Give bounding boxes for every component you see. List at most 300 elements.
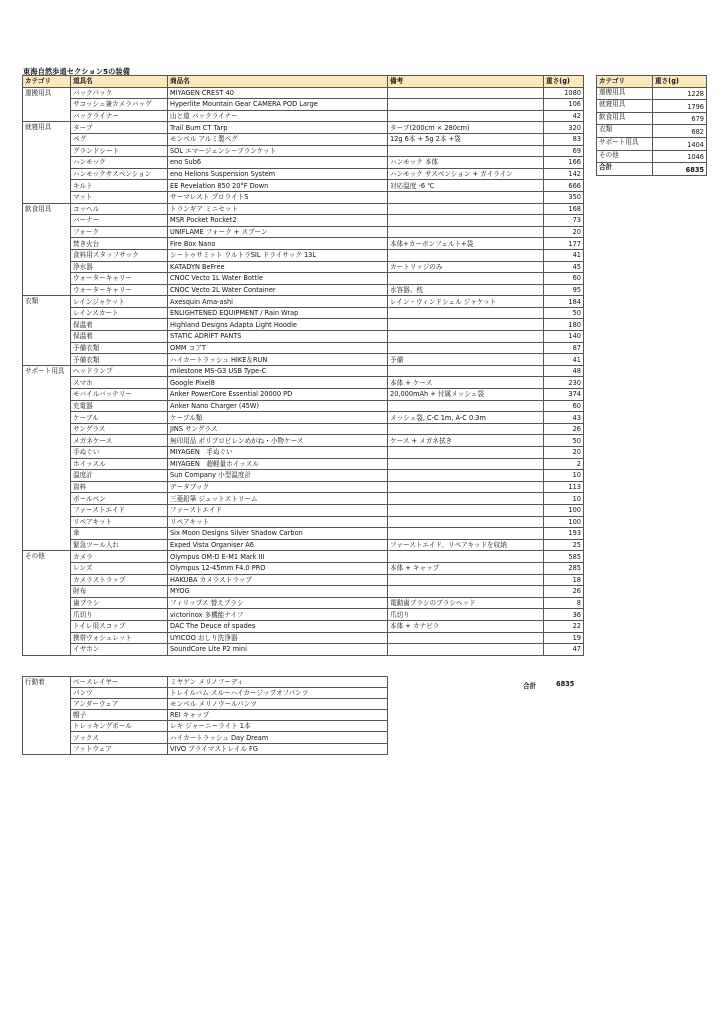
product-cell: サーマレスト プロライトS [168, 191, 388, 203]
weight-cell: 87 [544, 342, 584, 354]
product-cell: Olympus 12-45mm F4.0 PRO [168, 562, 388, 574]
gear-row [23, 389, 584, 401]
product-cell: STATIC ADRIFT PANTS [168, 331, 388, 343]
tool-cell: ペグ [71, 133, 168, 145]
tool-cell: フォーク [71, 226, 168, 238]
note-cell [388, 493, 544, 505]
weight-cell: 1080 [544, 87, 584, 99]
summary-category: 飲食用具 [597, 112, 653, 125]
note-cell: ハンモック サスペンション + ガイライン [388, 168, 544, 180]
note-cell: ファーストエイド、リペアキッドを収納 [388, 539, 544, 551]
note-cell [388, 574, 544, 586]
product-cell: CNOC Vecto 2L Water Container [168, 284, 388, 296]
gear-row [23, 133, 584, 145]
tool-cell: カメラストラップ [71, 574, 168, 586]
tool-cell: 緊急ツール入れ [71, 539, 168, 551]
weight-cell: 48 [544, 365, 584, 377]
product-cell: Sun Company 小型温度計 [168, 470, 388, 482]
product-cell: SoundCore Lite P2 mini [168, 644, 388, 656]
weight-cell: 374 [544, 389, 584, 401]
gear-row [23, 481, 584, 493]
weight-cell: 184 [544, 296, 584, 308]
gear-row [23, 319, 584, 331]
tool-cell: 財布 [71, 586, 168, 598]
gear-table-header [23, 76, 584, 88]
tool-cell: バーナー [71, 215, 168, 227]
note-cell [388, 203, 544, 215]
product-cell: REI キャップ [168, 710, 388, 721]
header-weight: 重さ(g) [544, 76, 584, 88]
tool-cell: トイレ用スコップ [71, 620, 168, 632]
summary-weight: 1404 [653, 137, 707, 150]
gear-row [23, 284, 584, 296]
tool-cell: サングラス [71, 423, 168, 435]
summary-total-row [597, 163, 707, 176]
note-cell: ハンモック 本体 [388, 157, 544, 169]
gear-row [23, 180, 584, 192]
tool-cell: モバイルバッテリー [71, 389, 168, 401]
weight-cell: 60 [544, 400, 584, 412]
gear-row [23, 307, 584, 319]
tool-cell: イヤホン [71, 644, 168, 656]
note-cell: 12g 6本 + 5g 2本 +袋 [388, 133, 544, 145]
tool-cell: 予備衣類 [71, 354, 168, 366]
wear-row [23, 743, 388, 754]
summary-table [596, 75, 707, 176]
gear-row [23, 365, 584, 377]
weight-cell: 25 [544, 539, 584, 551]
weight-cell: 41 [544, 354, 584, 366]
tool-cell: 浄水器 [71, 261, 168, 273]
tool-cell: ウォーターキャリー [71, 284, 168, 296]
tool-cell: カメラ [71, 551, 168, 563]
gear-row [23, 551, 584, 563]
summary-weight: 1796 [653, 100, 707, 113]
tool-cell: フットウェア [71, 743, 168, 754]
product-cell: UNIFLAME フォーク + スプーン [168, 226, 388, 238]
tool-cell: 爪切り [71, 609, 168, 621]
product-cell: Exped Vista Organiser A6 [168, 539, 388, 551]
gear-row [23, 331, 584, 343]
weight-cell: 168 [544, 203, 584, 215]
gear-row [23, 191, 584, 203]
gear-row [23, 574, 584, 586]
note-cell: メッシュ袋, C-C 1m, A-C 0.3m [388, 412, 544, 424]
gear-row [23, 249, 584, 261]
summary-category: 就寝用具 [597, 100, 653, 113]
gear-row [23, 632, 584, 644]
tool-cell: グランドシート [71, 145, 168, 157]
product-cell: シートゥサミット ウルトラSIL ドライサック 13L [168, 249, 388, 261]
product-cell: Fire Box Nano [168, 238, 388, 250]
weight-cell: 180 [544, 319, 584, 331]
note-cell: 水容器、枕 [388, 284, 544, 296]
note-cell [388, 632, 544, 644]
product-cell: HAKUBA カメラストラップ [168, 574, 388, 586]
product-cell: MSR Pocket Rocket2 [168, 215, 388, 227]
gear-row [23, 226, 584, 238]
header-category: カテゴリ [23, 76, 71, 88]
weight-cell: 36 [544, 609, 584, 621]
summary-category: その他 [597, 150, 653, 163]
tool-cell: 焚き火台 [71, 238, 168, 250]
note-cell [388, 307, 544, 319]
note-cell [388, 644, 544, 656]
gear-row [23, 168, 584, 180]
weight-cell: 19 [544, 632, 584, 644]
weight-cell: 100 [544, 504, 584, 516]
sheet-title: 東海自然歩道セクション5の装備 [23, 67, 130, 76]
product-cell: リペアキット [168, 516, 388, 528]
tool-cell: ベースレイヤー [71, 677, 168, 688]
summary-row [597, 112, 707, 125]
summary-category: サポート用具 [597, 137, 653, 150]
summary-weight: 679 [653, 112, 707, 125]
category-cell: 運搬用具 [23, 87, 71, 122]
tool-cell: ソックス [71, 732, 168, 743]
product-cell: ミヤゲン メリノフーディ [168, 677, 388, 688]
wear-row [23, 688, 388, 699]
product-cell: トレイルバム スルーハイカージップオフパンツ [168, 688, 388, 699]
note-cell [388, 226, 544, 238]
note-cell [388, 319, 544, 331]
product-cell: UYICOO おしり洗浄器 [168, 632, 388, 644]
note-cell: 本体+カーボンフェルト+袋 [388, 238, 544, 250]
summary-row [597, 125, 707, 138]
gear-row [23, 620, 584, 632]
note-cell: レイン・ウィンドシェル ジャケット [388, 296, 544, 308]
note-cell [388, 551, 544, 563]
gear-row [23, 157, 584, 169]
wear-row [23, 677, 388, 688]
weight-cell: 285 [544, 562, 584, 574]
weight-cell: 2 [544, 458, 584, 470]
gear-row [23, 122, 584, 134]
product-cell: ファーストエイド [168, 504, 388, 516]
grand-total-label: 合計 [523, 682, 537, 690]
product-cell: OMM コアT [168, 342, 388, 354]
note-cell: 電動歯ブラシのブラシヘッド [388, 597, 544, 609]
weight-cell: 47 [544, 644, 584, 656]
product-cell: EE Revelation 850 20°F Down [168, 180, 388, 192]
gear-row [23, 447, 584, 459]
note-cell [388, 365, 544, 377]
wear-table [22, 676, 388, 755]
product-cell: Anker Nano Charger (45W) [168, 400, 388, 412]
wear-row [23, 710, 388, 721]
header-note: 備考 [388, 76, 544, 88]
summary-category: 運搬用具 [597, 87, 653, 100]
weight-cell: 666 [544, 180, 584, 192]
gear-row [23, 261, 584, 273]
product-cell: ハイカートラッシュ Day Dream [168, 732, 388, 743]
summary-header-weight: 重さ(g) [653, 76, 707, 88]
note-cell [388, 423, 544, 435]
note-cell [388, 504, 544, 516]
note-cell: 本体 + キャップ [388, 562, 544, 574]
weight-cell: 142 [544, 168, 584, 180]
weight-cell: 166 [544, 157, 584, 169]
tool-cell: レインジャケット [71, 296, 168, 308]
note-cell [388, 528, 544, 540]
tool-cell: 帽子 [71, 710, 168, 721]
note-cell [388, 481, 544, 493]
gear-row [23, 528, 584, 540]
weight-cell: 26 [544, 586, 584, 598]
product-cell: Google Pixel8 [168, 377, 388, 389]
tool-cell: 資料 [71, 481, 168, 493]
tool-cell: スマホ [71, 377, 168, 389]
product-cell: MYOG [168, 586, 388, 598]
gear-row [23, 597, 584, 609]
product-cell: トランギア ミニセット [168, 203, 388, 215]
gear-row [23, 516, 584, 528]
product-cell: ENLIGHTENED EQUIPMENT / Rain Wrap [168, 307, 388, 319]
summary-row [597, 100, 707, 113]
weight-cell: 320 [544, 122, 584, 134]
tool-cell: ヘッドランプ [71, 365, 168, 377]
tool-cell: ファーストエイド [71, 504, 168, 516]
product-cell: SOL エマージェンシーブランケット [168, 145, 388, 157]
summary-total-label: 合計 [597, 163, 653, 176]
product-cell: モンベル メリノウールパンツ [168, 699, 388, 710]
note-cell: 本体 + カナビラ [388, 620, 544, 632]
product-cell: データブック [168, 481, 388, 493]
note-cell: 予備 [388, 354, 544, 366]
note-cell [388, 249, 544, 261]
weight-cell: 41 [544, 249, 584, 261]
gear-row [23, 238, 584, 250]
weight-cell: 113 [544, 481, 584, 493]
summary-row [597, 137, 707, 150]
product-cell: DAC The Deuce of spades [168, 620, 388, 632]
tool-cell: バックパック [71, 87, 168, 99]
category-cell: その他 [23, 551, 71, 655]
summary-total-value: 6835 [653, 163, 707, 176]
note-cell [388, 586, 544, 598]
product-cell: MIYAGEN 手ぬぐい [168, 447, 388, 459]
note-cell [388, 447, 544, 459]
gear-row [23, 458, 584, 470]
tool-cell: バックライナー [71, 110, 168, 122]
category-cell: サポート用具 [23, 365, 71, 551]
product-cell: Olympus OM-D E-M1 Mark III [168, 551, 388, 563]
summary-weight: 1228 [653, 87, 707, 100]
product-cell: フィリップス 替えブラシ [168, 597, 388, 609]
note-cell [388, 342, 544, 354]
note-cell: 対応温度 -6 ℃ [388, 180, 544, 192]
weight-cell: 140 [544, 331, 584, 343]
wear-row [23, 732, 388, 743]
product-cell: 山と道 バックライナー [168, 110, 388, 122]
tool-cell: トレッキングポール [71, 721, 168, 732]
weight-cell: 42 [544, 110, 584, 122]
tool-cell: ウォーターキャリー [71, 273, 168, 285]
tool-cell: パンツ [71, 688, 168, 699]
note-cell [388, 87, 544, 99]
gear-row [23, 342, 584, 354]
product-cell: milestone MS-G3 USB Type-C [168, 365, 388, 377]
product-cell: レキ ジャーニーライト 1本 [168, 721, 388, 732]
gear-row [23, 493, 584, 505]
wear-row [23, 699, 388, 710]
gear-row [23, 562, 584, 574]
tool-cell: ホイッスル [71, 458, 168, 470]
tool-cell: 食料用スタッフサック [71, 249, 168, 261]
product-cell: eno Sub6 [168, 157, 388, 169]
weight-cell: 18 [544, 574, 584, 586]
product-cell: Anker PowerCore Essential 20000 PD [168, 389, 388, 401]
tool-cell: アンダーウェア [71, 699, 168, 710]
product-cell: 無印用品 ポリプロピレンめがね・小物ケース [168, 435, 388, 447]
tool-cell: ハンモック [71, 157, 168, 169]
gear-row [23, 215, 584, 227]
gear-row [23, 412, 584, 424]
tool-cell: レンズ [71, 562, 168, 574]
gear-row [23, 377, 584, 389]
note-cell: 20,000mAh + 付属メッシュ袋 [388, 389, 544, 401]
note-cell [388, 191, 544, 203]
note-cell [388, 215, 544, 227]
category-cell: 飲食用具 [23, 203, 71, 296]
summary-header [597, 76, 707, 88]
weight-cell: 45 [544, 261, 584, 273]
tool-cell: 温度計 [71, 470, 168, 482]
summary-row [597, 150, 707, 163]
product-cell: VIVO プライマストレイル FG [168, 743, 388, 754]
product-cell: KATADYN BeFree [168, 261, 388, 273]
summary-row [597, 87, 707, 100]
weight-cell: 350 [544, 191, 584, 203]
note-cell [388, 458, 544, 470]
weight-cell: 8 [544, 597, 584, 609]
weight-cell: 177 [544, 238, 584, 250]
weight-cell: 585 [544, 551, 584, 563]
weight-cell: 69 [544, 145, 584, 157]
weight-cell: 43 [544, 412, 584, 424]
product-cell: JINS サングラス [168, 423, 388, 435]
weight-cell: 100 [544, 516, 584, 528]
note-cell [388, 99, 544, 111]
gear-row [23, 539, 584, 551]
tool-cell: 保温着 [71, 331, 168, 343]
gear-row [23, 110, 584, 122]
grand-total-value: 6835 [556, 680, 575, 688]
weight-cell: 22 [544, 620, 584, 632]
weight-cell: 26 [544, 423, 584, 435]
tool-cell: ハンモックサスペンション [71, 168, 168, 180]
product-cell: CNOC Vecto 1L Water Bottle [168, 273, 388, 285]
gear-row [23, 273, 584, 285]
product-cell: MIYAGEN 超軽量ホイッスル [168, 458, 388, 470]
gear-row [23, 504, 584, 516]
note-cell [388, 516, 544, 528]
header-product: 商品名 [168, 76, 388, 88]
gear-row [23, 470, 584, 482]
tool-cell: 携帯ウォシュレット [71, 632, 168, 644]
tool-cell: サコッシュ兼カメラバッグ [71, 99, 168, 111]
gear-row [23, 296, 584, 308]
weight-cell: 50 [544, 435, 584, 447]
summary-category: 衣類 [597, 125, 653, 138]
gear-row [23, 400, 584, 412]
tool-cell: 手ぬぐい [71, 447, 168, 459]
note-cell [388, 145, 544, 157]
weight-cell: 50 [544, 307, 584, 319]
gear-table [22, 75, 584, 656]
weight-cell: 20 [544, 447, 584, 459]
note-cell: ケース + メガネ拭き [388, 435, 544, 447]
wear-row [23, 721, 388, 732]
note-cell [388, 273, 544, 285]
weight-cell: 10 [544, 470, 584, 482]
gear-row [23, 423, 584, 435]
header-tool: 道具名 [71, 76, 168, 88]
weight-cell: 73 [544, 215, 584, 227]
product-cell: ハイカートラッシュ HIKE＆RUN [168, 354, 388, 366]
product-cell: MIYAGEN CREST 40 [168, 87, 388, 99]
note-cell [388, 470, 544, 482]
note-cell [388, 331, 544, 343]
product-cell: victorinox 多機能ナイフ [168, 609, 388, 621]
weight-cell: 230 [544, 377, 584, 389]
note-cell: タープ(200cm × 280cm) [388, 122, 544, 134]
weight-cell: 95 [544, 284, 584, 296]
tool-cell: 歯ブラシ [71, 597, 168, 609]
note-cell: 本体 + ケース [388, 377, 544, 389]
tool-cell: 充電器 [71, 400, 168, 412]
weight-cell: 106 [544, 99, 584, 111]
gear-row [23, 644, 584, 656]
weight-cell: 10 [544, 493, 584, 505]
product-cell: Six Moon Designs Silver Shadow Carbon [168, 528, 388, 540]
gear-row [23, 203, 584, 215]
weight-cell: 20 [544, 226, 584, 238]
product-cell: Highland Designs Adapta Light Hoodie [168, 319, 388, 331]
gear-row [23, 354, 584, 366]
product-cell: Axesquin Ama-ashi [168, 296, 388, 308]
tool-cell: マット [71, 191, 168, 203]
summary-header-category: カテゴリ [597, 76, 653, 88]
summary-weight: 1046 [653, 150, 707, 163]
category-cell: 就寝用具 [23, 122, 71, 203]
product-cell: 三菱鉛筆 ジェットストリーム [168, 493, 388, 505]
gear-row [23, 435, 584, 447]
note-cell [388, 110, 544, 122]
product-cell: Trail Bum CT Tarp [168, 122, 388, 134]
note-cell: 爪切り [388, 609, 544, 621]
product-cell: ケーブル類 [168, 412, 388, 424]
tool-cell: 保温着 [71, 319, 168, 331]
gear-row [23, 586, 584, 598]
tool-cell: ケーブル [71, 412, 168, 424]
note-cell [388, 400, 544, 412]
gear-row [23, 99, 584, 111]
tool-cell: コッヘル [71, 203, 168, 215]
weight-cell: 193 [544, 528, 584, 540]
gear-row [23, 145, 584, 157]
product-cell: eno Helions Suspension System [168, 168, 388, 180]
tool-cell: 予備衣類 [71, 342, 168, 354]
tool-cell: リペアキット [71, 516, 168, 528]
tool-cell: メガネケース [71, 435, 168, 447]
weight-cell: 83 [544, 133, 584, 145]
product-cell: モンベル アルミ製ペグ [168, 133, 388, 145]
gear-row [23, 609, 584, 621]
tool-cell: ボールペン [71, 493, 168, 505]
tool-cell: タープ [71, 122, 168, 134]
gear-row [23, 87, 584, 99]
